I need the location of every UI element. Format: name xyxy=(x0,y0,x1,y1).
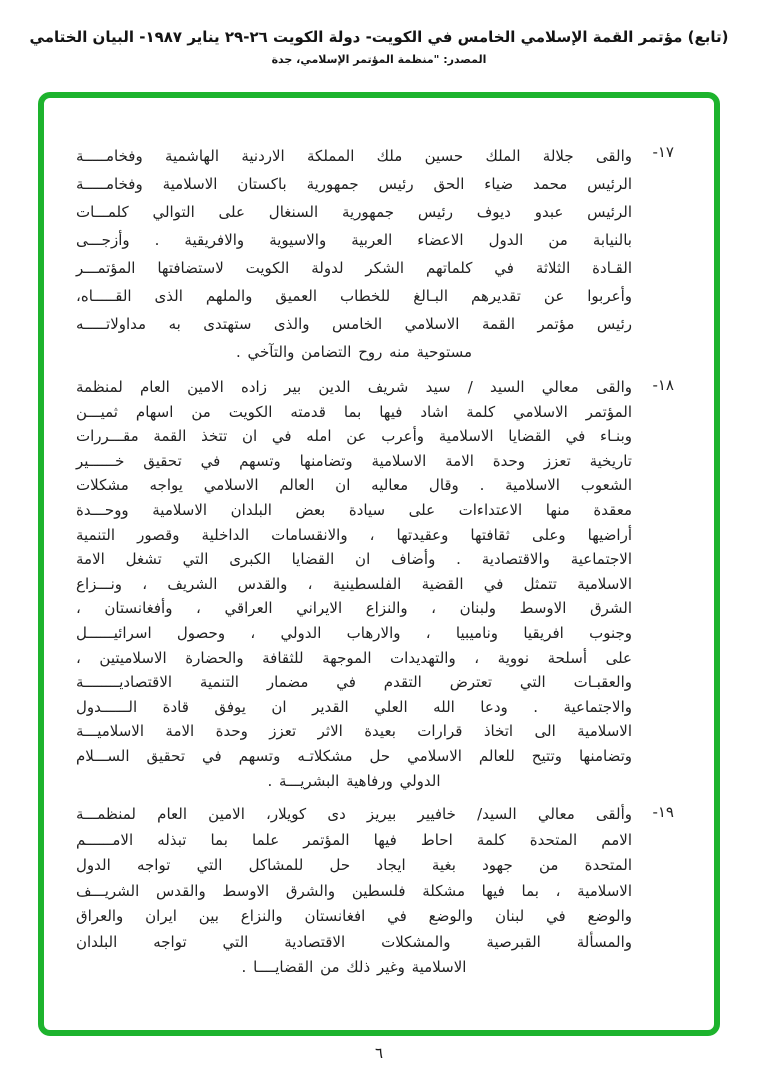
paragraph-line: الرئيس عبدو ديوف رئيس جمهورية السنغال على التوالي كلمـــات xyxy=(76,203,632,221)
paragraph-line: الاسلامية الى اتخاذ قرارات بعيدة الاثر تعزز وحدة الامة الاسلاميـــة xyxy=(76,722,632,741)
paragraph-line: وبنـاء في القضايا الاسلامية وأعرب عن امله في ان تتخذ القمة مقـــررات xyxy=(76,427,632,446)
paragraph-line: والاجتماعية . ودعا الله العلي القدير ان يوفق قادة الــــــدول xyxy=(76,697,632,716)
paragraph-line: معقدة منها الاعتداءات على سيادة بعض البلدان الاسلامية ووحـــدة xyxy=(76,500,632,519)
paragraph-number: ١٧- xyxy=(652,143,674,161)
header-title: (تابع) مؤتمر القمة الإسلامي الخامس في الكويت- دولة الكويت ٢٦-٢٩ يناير ١٩٨٧- البيان الختامي xyxy=(29,28,729,46)
paragraph-line: وأعربوا عن تقديرهم البـالغ للخطاب العميق والملهم الذى القـــــاه، xyxy=(76,287,632,305)
paragraph-line: والقى معالي السيد / سيد شريف الدين بير زاده الامين العام لمنظمة xyxy=(76,378,632,396)
paragraph xyxy=(76,375,674,793)
paragraph-line: الاسلامية وغير ذلك من القضايــــا . xyxy=(241,958,467,977)
green-border-frame xyxy=(38,92,720,1036)
header-source: المصدر: "منظمة المؤتمر الإسلامي، جدة xyxy=(271,53,487,66)
paragraph-line: الامم المتحدة كلمة احاط فيها المؤتمر علما بما تبذله الامــــــم xyxy=(76,830,632,849)
paragraph-line: المؤتمر الاسلامي كلمة اشاد فيها بما قدمته الكويت من اسهام ثميـــن xyxy=(76,402,632,421)
paragraph-line: الشعوب الاسلامية . وقال معاليه ان العالم الاسلامي يواجه مشكلات xyxy=(76,476,632,495)
paragraph-line: والمسألة القبرصية والمشكلات الاقتصادية التي تواجه البلدان xyxy=(76,932,632,951)
paragraph xyxy=(76,142,674,366)
paragraphs xyxy=(44,98,714,1030)
paragraph-line: المتحدة من جهود بغية ايجاد حل للمشاكل التي تواجه الدول xyxy=(76,856,632,875)
paragraph-line: رئيس مؤتمر القمة الاسلامي الخامس والذى ستهتدى به مداولاتـــــه xyxy=(76,315,632,333)
paragraph-line: وجنوب افريقيا وناميبيا ، والارهاب الدولي ، وحصول اسرائيــــــل xyxy=(76,623,632,642)
paragraph-line: القـادة الثلاثة في كلماتهم الشكر لدولة الكويت لاستضافتها المؤتمـــر xyxy=(76,259,632,277)
paragraph-number: ١٨- xyxy=(652,376,674,394)
paragraph-line: الدولي ورفاهية البشريـــة . xyxy=(267,771,441,790)
paragraph xyxy=(76,802,674,981)
paragraph-line: على أسلحة نووية ، والتهديدات الموجهة للثقافة والحضارة الاسلاميتين ، xyxy=(76,648,632,667)
paragraph-body xyxy=(76,142,632,366)
paragraph-line: الشرق الاوسط ولبنان ، والنزاع الايراني العراقي ، وأفغانستان ، xyxy=(76,599,632,618)
paragraph-line: وألقى معالي السيد/ خافيير بيريز دى كويلار، الامين العام لمنظمـــة xyxy=(76,805,632,824)
paragraph-line: تاريخية تعزز وحدة الامة الاسلامية وتضامنها وتسهم في تحقيق خــــــير xyxy=(76,451,632,470)
paragraph-line: والعقبـات التي تعترض التقدم في مضمار التنمية الاقتصاديــــــــة xyxy=(76,673,632,692)
page-number: ٦ xyxy=(374,1044,384,1062)
paragraph-line: الاسلامية ، بما فيها مشكلة فلسطين والشرق الاوسط والقدس الشريـــف xyxy=(76,881,632,900)
paragraph-line: وتضامنها وتتيح للعالم الاسلامي حل مشكلاتـه وتسهم في تحقيق الســـلام xyxy=(76,746,632,765)
paragraph-line: الاجتماعية والاقتصادية . وأضاف ان القضايا الكبرى التي تشغل الامة xyxy=(76,550,632,569)
paragraph-line: والقى جلالة الملك حسين ملك المملكة الاردنية الهاشمية وفخامـــــة xyxy=(76,147,632,165)
paragraph-body xyxy=(76,802,632,981)
paragraph-line: الاسلامية تتمثل في القضية الفلسطينية ، والقدس الشريف ، ونـــزاع xyxy=(76,574,632,593)
paragraph-body xyxy=(76,375,632,793)
paragraph-line: أراضيها وعلى ثقافتها وعقيدتها ، والانقسامات الداخلية وقصور التنمية xyxy=(76,525,632,544)
paragraph-line: والوضع في لبنان والوضع في افغانستان والنزاع بين ايران والعراق xyxy=(76,907,632,926)
paragraph-line: الرئيس محمد ضياء الحق رئيس جمهورية باكستان الاسلامية وفخامـــــة xyxy=(76,175,632,193)
paragraph-number: ١٩- xyxy=(652,803,674,822)
document-header xyxy=(0,26,758,66)
paragraph-line: بالنيابة من الدول الاعضاء العربية والاسيوية والافريقية . وأزجـــى xyxy=(76,231,632,249)
paragraph-line: مستوحية منه روح التضامن والتآخي . xyxy=(235,343,473,361)
